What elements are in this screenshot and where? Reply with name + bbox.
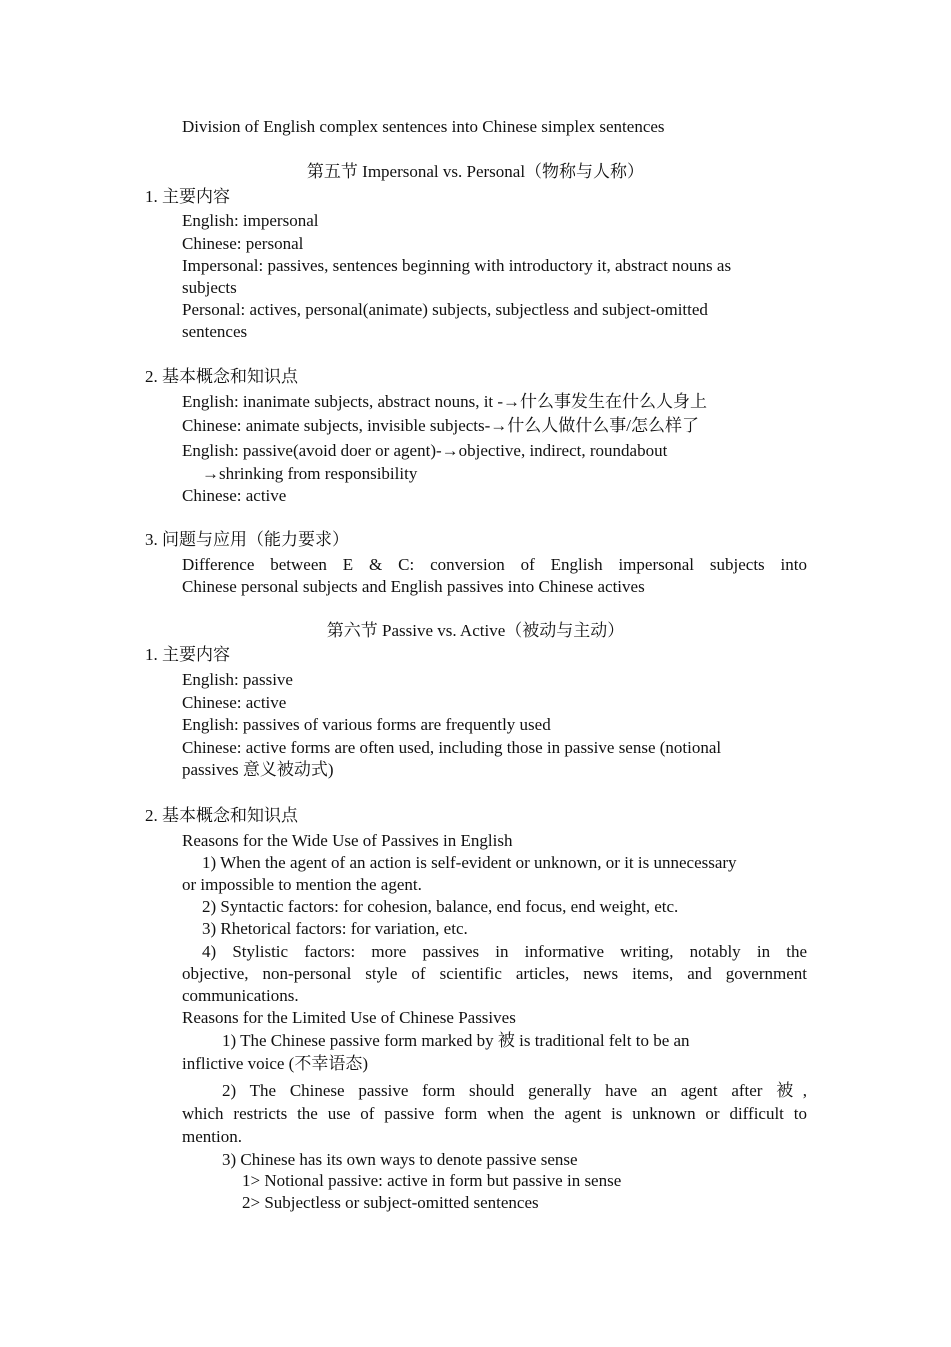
text-line: 2) The Chinese passive form should generally have an agent after 被, bbox=[222, 1081, 807, 1100]
text-line: passives 意义被动式) bbox=[182, 760, 334, 779]
text-line: 4) Stylistic factors: more passives in informative writing, notably in the bbox=[202, 942, 807, 961]
text-line: Chinese: active forms are often used, including those in passive sense (notional bbox=[182, 738, 722, 757]
text-line: English: impersonal bbox=[182, 211, 319, 230]
subsection-title: 1. 主要内容 bbox=[145, 187, 230, 206]
text-line: Reasons for the Wide Use of Passives in English bbox=[182, 831, 513, 850]
text-line: Chinese: animate subjects, invisible subjects-→什么人做什么事/怎么样了 bbox=[182, 416, 700, 435]
text-line: 2> Subjectless or subject-omitted sentences bbox=[242, 1193, 539, 1212]
subsection-title: 1. 主要内容 bbox=[145, 645, 230, 664]
text-line: Chinese: active bbox=[182, 693, 287, 712]
text-line: 1> Notional passive: active in form but passive in sense bbox=[242, 1171, 622, 1190]
text-line: objective, non-personal style of scientific articles, news items, and government bbox=[182, 964, 807, 983]
section-heading: 第六节 Passive vs. Active（被动与主动） bbox=[326, 621, 625, 640]
text-line: 3) Rhetorical factors: for variation, etc. bbox=[202, 919, 468, 938]
text-line: English: passive(avoid doer or agent)-→objective, indirect, roundabout bbox=[182, 441, 668, 460]
subsection-title: 3. 问题与应用（能力要求） bbox=[145, 530, 349, 549]
text-line: Impersonal: passives, sentences beginning with introductory it, abstract nouns as bbox=[182, 256, 732, 275]
text-line: Chinese: active bbox=[182, 486, 287, 505]
text-line: English: passives of various forms are frequently used bbox=[182, 715, 551, 734]
subsection-title: 2. 基本概念和知识点 bbox=[145, 806, 298, 825]
text-line: subjects bbox=[182, 278, 237, 297]
text-line: Chinese: personal bbox=[182, 234, 304, 253]
text-line: Difference between E & C: conversion of English impersonal subjects into bbox=[182, 555, 807, 574]
subsection-title: 2. 基本概念和知识点 bbox=[145, 367, 298, 386]
text-line: Personal: actives, personal(animate) subjects, subjectless and subject-omitted bbox=[182, 300, 708, 319]
text-line: English: passive bbox=[182, 670, 293, 689]
text-line: or impossible to mention the agent. bbox=[182, 875, 422, 894]
text-line: which restricts the use of passive form when the agent is unknown or difficult to bbox=[182, 1104, 807, 1123]
text-line: 3) Chinese has its own ways to denote passive sense bbox=[222, 1150, 578, 1169]
text-line: Chinese personal subjects and English passives into Chinese actives bbox=[182, 577, 645, 596]
intro-line: Division of English complex sentences into Chinese simplex sentences bbox=[182, 117, 665, 136]
text-line: 1) The Chinese passive form marked by 被 is traditional felt to be an bbox=[222, 1031, 690, 1050]
text-line: →shrinking from responsibility bbox=[202, 464, 418, 483]
text-line: mention. bbox=[182, 1127, 242, 1146]
text-line: Reasons for the Limited Use of Chinese Passives bbox=[182, 1008, 516, 1027]
text-line: 2) Syntactic factors: for cohesion, balance, end focus, end weight, etc. bbox=[202, 897, 679, 916]
text-line: sentences bbox=[182, 322, 248, 341]
text-line: 1) When the agent of an action is self-evident or unknown, or it is unnecessary bbox=[202, 853, 737, 872]
text-line: communications. bbox=[182, 986, 299, 1005]
text-line: English: inanimate subjects, abstract nouns, it -→什么事发生在什么人身上 bbox=[182, 392, 708, 411]
text-line: inflictive voice (不幸语态) bbox=[182, 1054, 369, 1073]
section-heading: 第五节 Impersonal vs. Personal（物称与人称） bbox=[306, 162, 645, 181]
